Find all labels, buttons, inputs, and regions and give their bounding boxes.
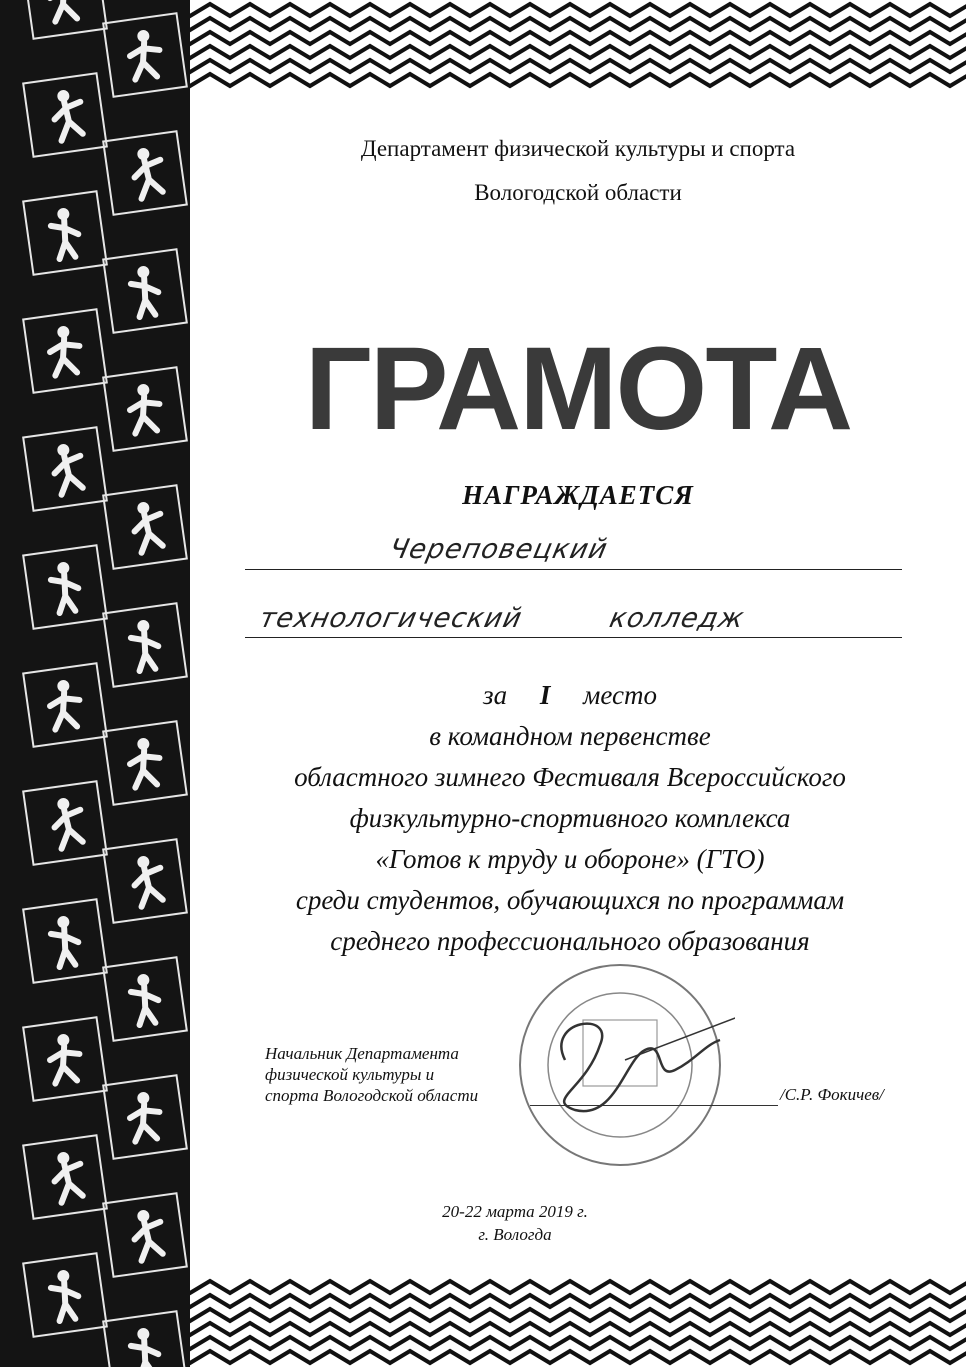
achievement-text xyxy=(200,675,940,962)
achievement-line: среднего профессионального образования xyxy=(330,926,810,956)
recipient-line2-part1: технологический xyxy=(256,603,526,634)
signature-line xyxy=(530,1105,778,1106)
achievement-line: физкультурно-спортивного комплекса xyxy=(349,803,791,833)
climbing-icon xyxy=(103,1311,187,1367)
signer-position-line: Начальник Департамента xyxy=(265,1044,459,1063)
shot-put-icon xyxy=(103,249,187,333)
running-icon xyxy=(103,131,187,215)
award-date: 20-22 марта 2019 г. xyxy=(442,1202,588,1221)
recipient-line1: Череповецкий xyxy=(386,534,611,565)
department-name-line2: Вологодской области xyxy=(474,180,682,205)
signer-position xyxy=(265,1043,478,1106)
cross-country-icon xyxy=(103,1193,187,1277)
shooting-icon xyxy=(103,1075,187,1159)
achievement-line: среди студентов, обучающихся по программам xyxy=(295,885,845,915)
signer-position-line: спорта Вологодской области xyxy=(265,1086,479,1105)
long-jump-icon xyxy=(23,0,107,39)
award-city: г. Вологда xyxy=(478,1225,552,1244)
recipient-line2-part2: колледж xyxy=(606,603,748,634)
sport-icons-border xyxy=(0,0,190,1367)
place-row xyxy=(200,675,940,716)
achievement-line: в командном первенстве xyxy=(429,721,711,751)
department-name-line1: Департамент физической культуры и спорта xyxy=(360,136,796,161)
recipient-underline-1 xyxy=(245,569,902,570)
official-stamp xyxy=(505,950,735,1180)
standing-jump-icon xyxy=(23,427,107,511)
top-zigzag-border xyxy=(190,0,966,90)
achievement-line: «Готов к труду и обороне» (ГТО) xyxy=(375,844,765,874)
running-icon xyxy=(23,73,107,157)
bottom-zigzag-border xyxy=(190,1277,966,1367)
footer-date-place xyxy=(190,1200,840,1246)
hiking-icon xyxy=(23,663,107,747)
shooting-icon xyxy=(23,1017,107,1101)
signer-position-line: физической культуры и xyxy=(265,1065,435,1084)
nordic-walking-icon xyxy=(23,781,107,865)
push-up-icon xyxy=(23,545,107,629)
hiking-icon xyxy=(103,721,187,805)
place-suffix: место xyxy=(583,680,657,710)
place-number: I xyxy=(539,680,551,710)
signer-name: /С.Р. Фокичев/ xyxy=(780,1085,884,1104)
standing-jump-icon xyxy=(103,485,187,569)
recipient-underline-2 xyxy=(245,637,902,638)
cross-country-icon xyxy=(23,1135,107,1219)
nordic-walking-icon xyxy=(103,839,187,923)
climbing-icon xyxy=(23,1253,107,1337)
push-up-icon xyxy=(103,603,187,687)
awarded-label: НАГРАЖДАЕТСЯ xyxy=(462,480,694,510)
place-prefix: за xyxy=(483,680,508,710)
achievement-line: областного зимнего Фестиваля Всероссийского xyxy=(294,762,846,792)
skiing-icon xyxy=(23,309,107,393)
swimming-icon xyxy=(103,957,187,1041)
shot-put-icon xyxy=(23,191,107,275)
skiing-icon xyxy=(103,367,187,451)
document-title: ГРАМОТА xyxy=(304,323,852,455)
swimming-icon xyxy=(23,899,107,983)
long-jump-icon xyxy=(103,13,187,97)
